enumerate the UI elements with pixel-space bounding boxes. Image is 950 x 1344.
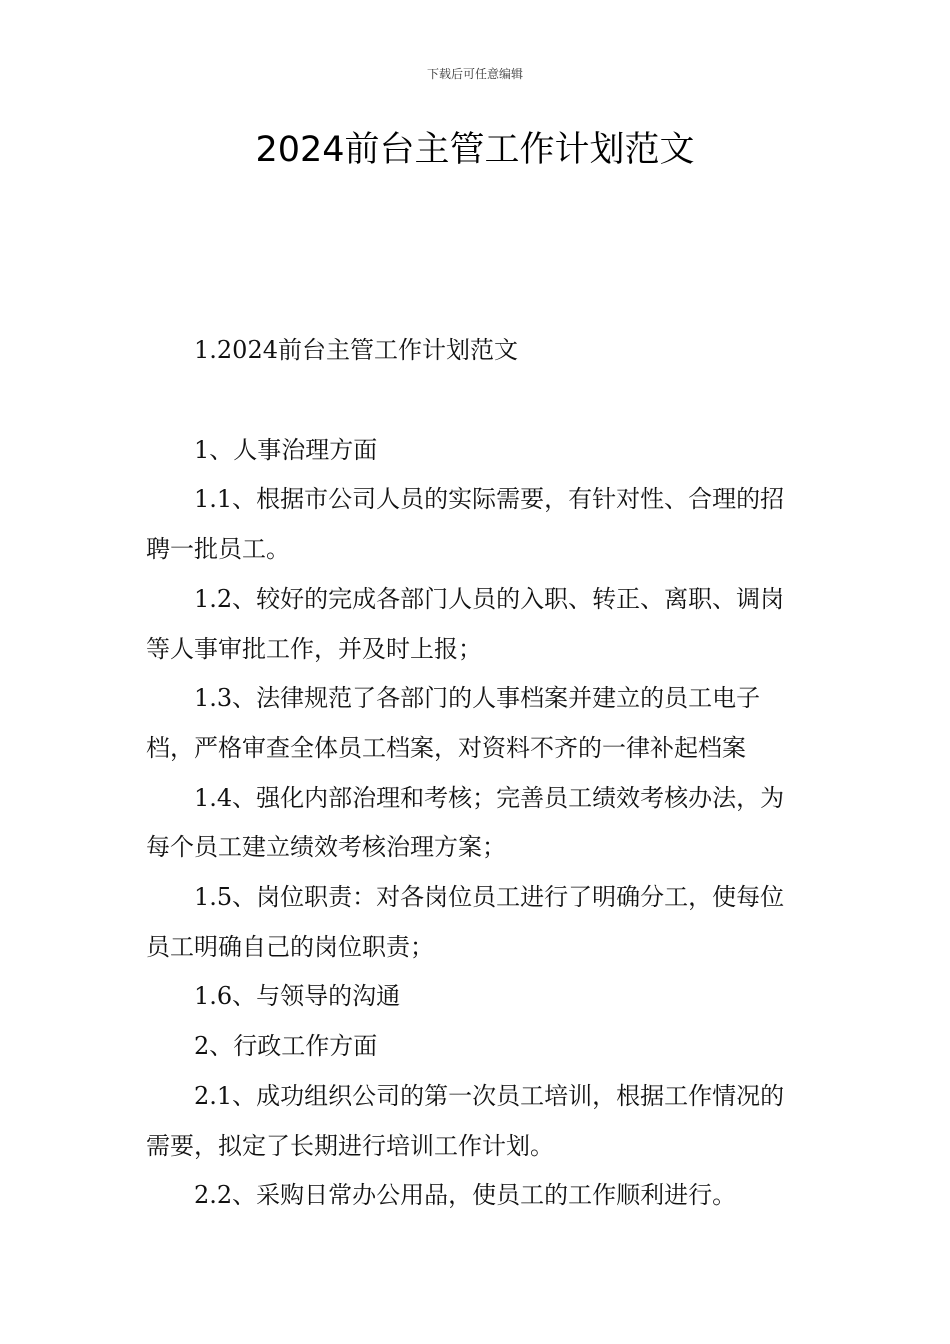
section-heading: 1.2024前台主管工作计划范文 — [194, 336, 518, 364]
paragraph-10: 2.2、采购日常办公用品，使员工的工作顺利进行。 — [194, 1181, 737, 1210]
paragraph-5: 1.4、强化内部治理和考核；完善员工绩效考核办法，为每个员工建立绩效考核治理方案； — [146, 783, 785, 862]
paragraph-3: 1.2、较好的完成各部门人员的入职、转正、离职、调岗等人事审批工作，并及时上报； — [146, 584, 785, 663]
paragraph-2: 1.1、根据市公司人员的实际需要，有针对性、合理的招聘一批员工。 — [146, 485, 785, 564]
paragraph-9: 2.1、成功组织公司的第一次员工培训，根据工作情况的需要，拟定了长期进行培训工作计划。 — [146, 1081, 785, 1160]
document-body — [146, 326, 808, 1221]
paragraph-6: 1.5、岗位职责：对各岗位员工进行了明确分工，使每位员工明确自己的岗位职责； — [146, 883, 785, 961]
paragraph-4: 1.3、法律规范了各部门的人事档案并建立的员工电子档，严格审查全体员工档案，对资料不齐的一律补起档案 — [146, 684, 761, 762]
header-note: 下载后可任意编辑 — [426, 67, 523, 81]
paragraph-1: 1、人事治理方面 — [194, 435, 378, 464]
document-title: 2024前台主管工作计划范文 — [255, 130, 695, 170]
paragraph-8: 2、行政工作方面 — [194, 1032, 378, 1061]
paragraph-7: 1.6、与领导的沟通 — [194, 982, 401, 1011]
